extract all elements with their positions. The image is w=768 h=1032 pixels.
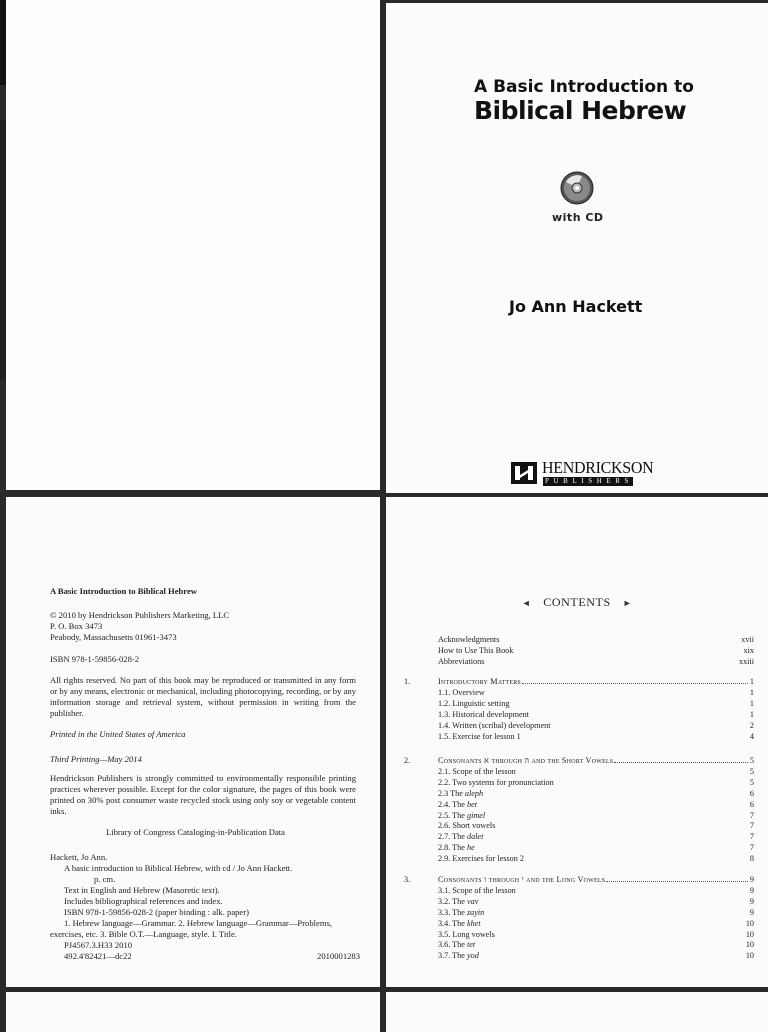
toc-entry[interactable]: 3.2. The vav 9 [438,896,754,906]
toc-entry[interactable]: 2.2. Two systems for pronunciation 5 [438,777,754,787]
cat-text: Text in English and Hebrew (Masoretic text). [64,885,220,895]
publisher-sub: PUBLISHERS [545,477,634,485]
cat-dewey-row [50,951,360,962]
next-page-edge-left [6,992,380,1032]
title-page [386,3,768,493]
toc-entry[interactable]: 2.8. The he 7 [438,843,754,853]
cat-author: Hackett, Jo Ann. [50,852,108,862]
toc-entry[interactable]: 3.5. Long vowels 10 [438,929,754,939]
toc-chapter-heading[interactable]: 3. Consonants ו through י and the Long Vowels 9 [404,875,754,884]
cat-subjects: 1. Hebrew language—Grammar. 2. Hebrew language—Grammar—Problems, [64,918,332,928]
cat-call-number: PJ4567.3.H33 2010 [64,940,133,950]
toc-entry[interactable]: 1.1. Overview 1 [438,687,754,697]
cat-includes: Includes bibliographical references and index. [64,896,223,906]
toc-chapter-1 [402,677,754,742]
toc-chapter-3 [402,875,754,962]
book-subtitle: A Basic Introduction to [474,77,694,97]
toc-entry[interactable]: 3.4. The khet 10 [438,918,754,928]
isbn: ISBN 978-1-59856-028-2 [50,654,140,664]
printed-in: Printed in the United States of America [50,729,186,739]
toc-entry[interactable]: 3.3. The zayin 9 [438,907,754,917]
cat-lccn: 2010001283 [317,951,360,961]
toc-front-matter [402,635,754,668]
toc-entry[interactable]: 2.3 The aleph 6 [438,788,754,798]
contents-title: CONTENTS [543,595,611,609]
copyright-book-title: A Basic Introduction to Biblical Hebrew [50,586,197,596]
toc-entry[interactable]: 1.4. Written (scribal) development 2 [438,720,754,730]
arrow-left-icon: ◄ [521,598,532,608]
city-line: Peabody, Massachusetts 01961-3473 [50,632,177,642]
copyright-page [6,497,380,987]
printing-info: Third Printing—May 2014 [50,754,142,764]
cat-pcm: p. cm. [94,874,116,884]
toc-entry[interactable]: Abbreviations xxiii [438,656,754,666]
toc-entry[interactable]: 2.7. The dalet 7 [438,832,754,842]
toc-entry[interactable]: 2.9. Exercises for lesson 2 8 [438,854,754,864]
po-box: P. O. Box 3473 [50,621,103,631]
contents-page [386,497,768,987]
hendrickson-logo-icon [511,462,537,484]
blank-page [6,0,380,490]
copyright-line: © 2010 by Hendrickson Publishers Marketing, LLC [50,610,230,620]
toc-entry[interactable]: How to Use This Book xix [438,645,754,655]
toc-entry[interactable]: 2.1. Scope of the lesson 5 [438,766,754,776]
cat-subjects-cont: exercises, etc. 3. Bible O.T.—Language, style. I. Title. [50,929,237,939]
loc-heading: Library of Congress Cataloging-in-Publication Data [106,827,285,837]
cd-disc-icon [560,171,594,205]
cat-isbn: ISBN 978-1-59856-028-2 (paper binding : alk. paper) [64,907,249,917]
contents-heading [386,595,768,610]
copyright-address [50,610,229,643]
toc-entry[interactable]: 1.5. Exercise for lesson 1 4 [438,731,754,741]
environment-statement: Hendrickson Publishers is strongly committed to environmentally responsible printing practices wherever possible. Except for the color signature, the pages of this book were printed on 30% post consumer waste recycled stock using only soy or vegetable content inks. [50,773,356,816]
toc-chapter-2 [402,756,754,865]
toc-entry[interactable]: 3.6. The tet 10 [438,940,754,950]
toc-entry[interactable]: 2.6. Short vowels 7 [438,821,754,831]
rights-statement: All rights reserved. No part of this book may be reproduced or transmitted in any form or by any means, electronic or mechanical, including photocopying, recording, or by any information storage and retrieval system, without permission in writing from the publisher. [50,675,356,718]
catalog-record [50,852,360,962]
toc-entry[interactable]: 2.4. The bet 6 [438,799,754,809]
toc-entry[interactable]: 1.3. Historical development 1 [438,709,754,719]
publisher-name: HENDRICKSON [542,459,654,478]
arrow-right-icon: ► [622,598,633,608]
toc-entry[interactable]: 2.5. The gimel 7 [438,810,754,820]
toc-entry[interactable]: Acknowledgments xvii [438,635,754,644]
with-cd-label: with CD [552,211,604,224]
book-title: Biblical Hebrew [474,96,687,125]
toc-entry[interactable]: 3.7. The yod 10 [438,951,754,961]
toc-entry[interactable]: 3.1. Scope of the lesson 9 [438,885,754,895]
book-author: Jo Ann Hackett [509,297,643,316]
next-page-edge-right [386,992,768,1032]
toc-entry[interactable]: 1.2. Linguistic setting 1 [438,698,754,708]
cat-dewey: 492.4'82421—dc22 [64,951,132,961]
toc-chapter-heading[interactable]: 2. Consonants א through ה and the Short Vowels 5 [404,756,754,765]
toc-chapter-heading[interactable]: 1. Introductory Matters 1 [404,677,754,686]
cat-title: A basic introduction to Biblical Hebrew, with cd / Jo Ann Hackett. [64,863,293,873]
